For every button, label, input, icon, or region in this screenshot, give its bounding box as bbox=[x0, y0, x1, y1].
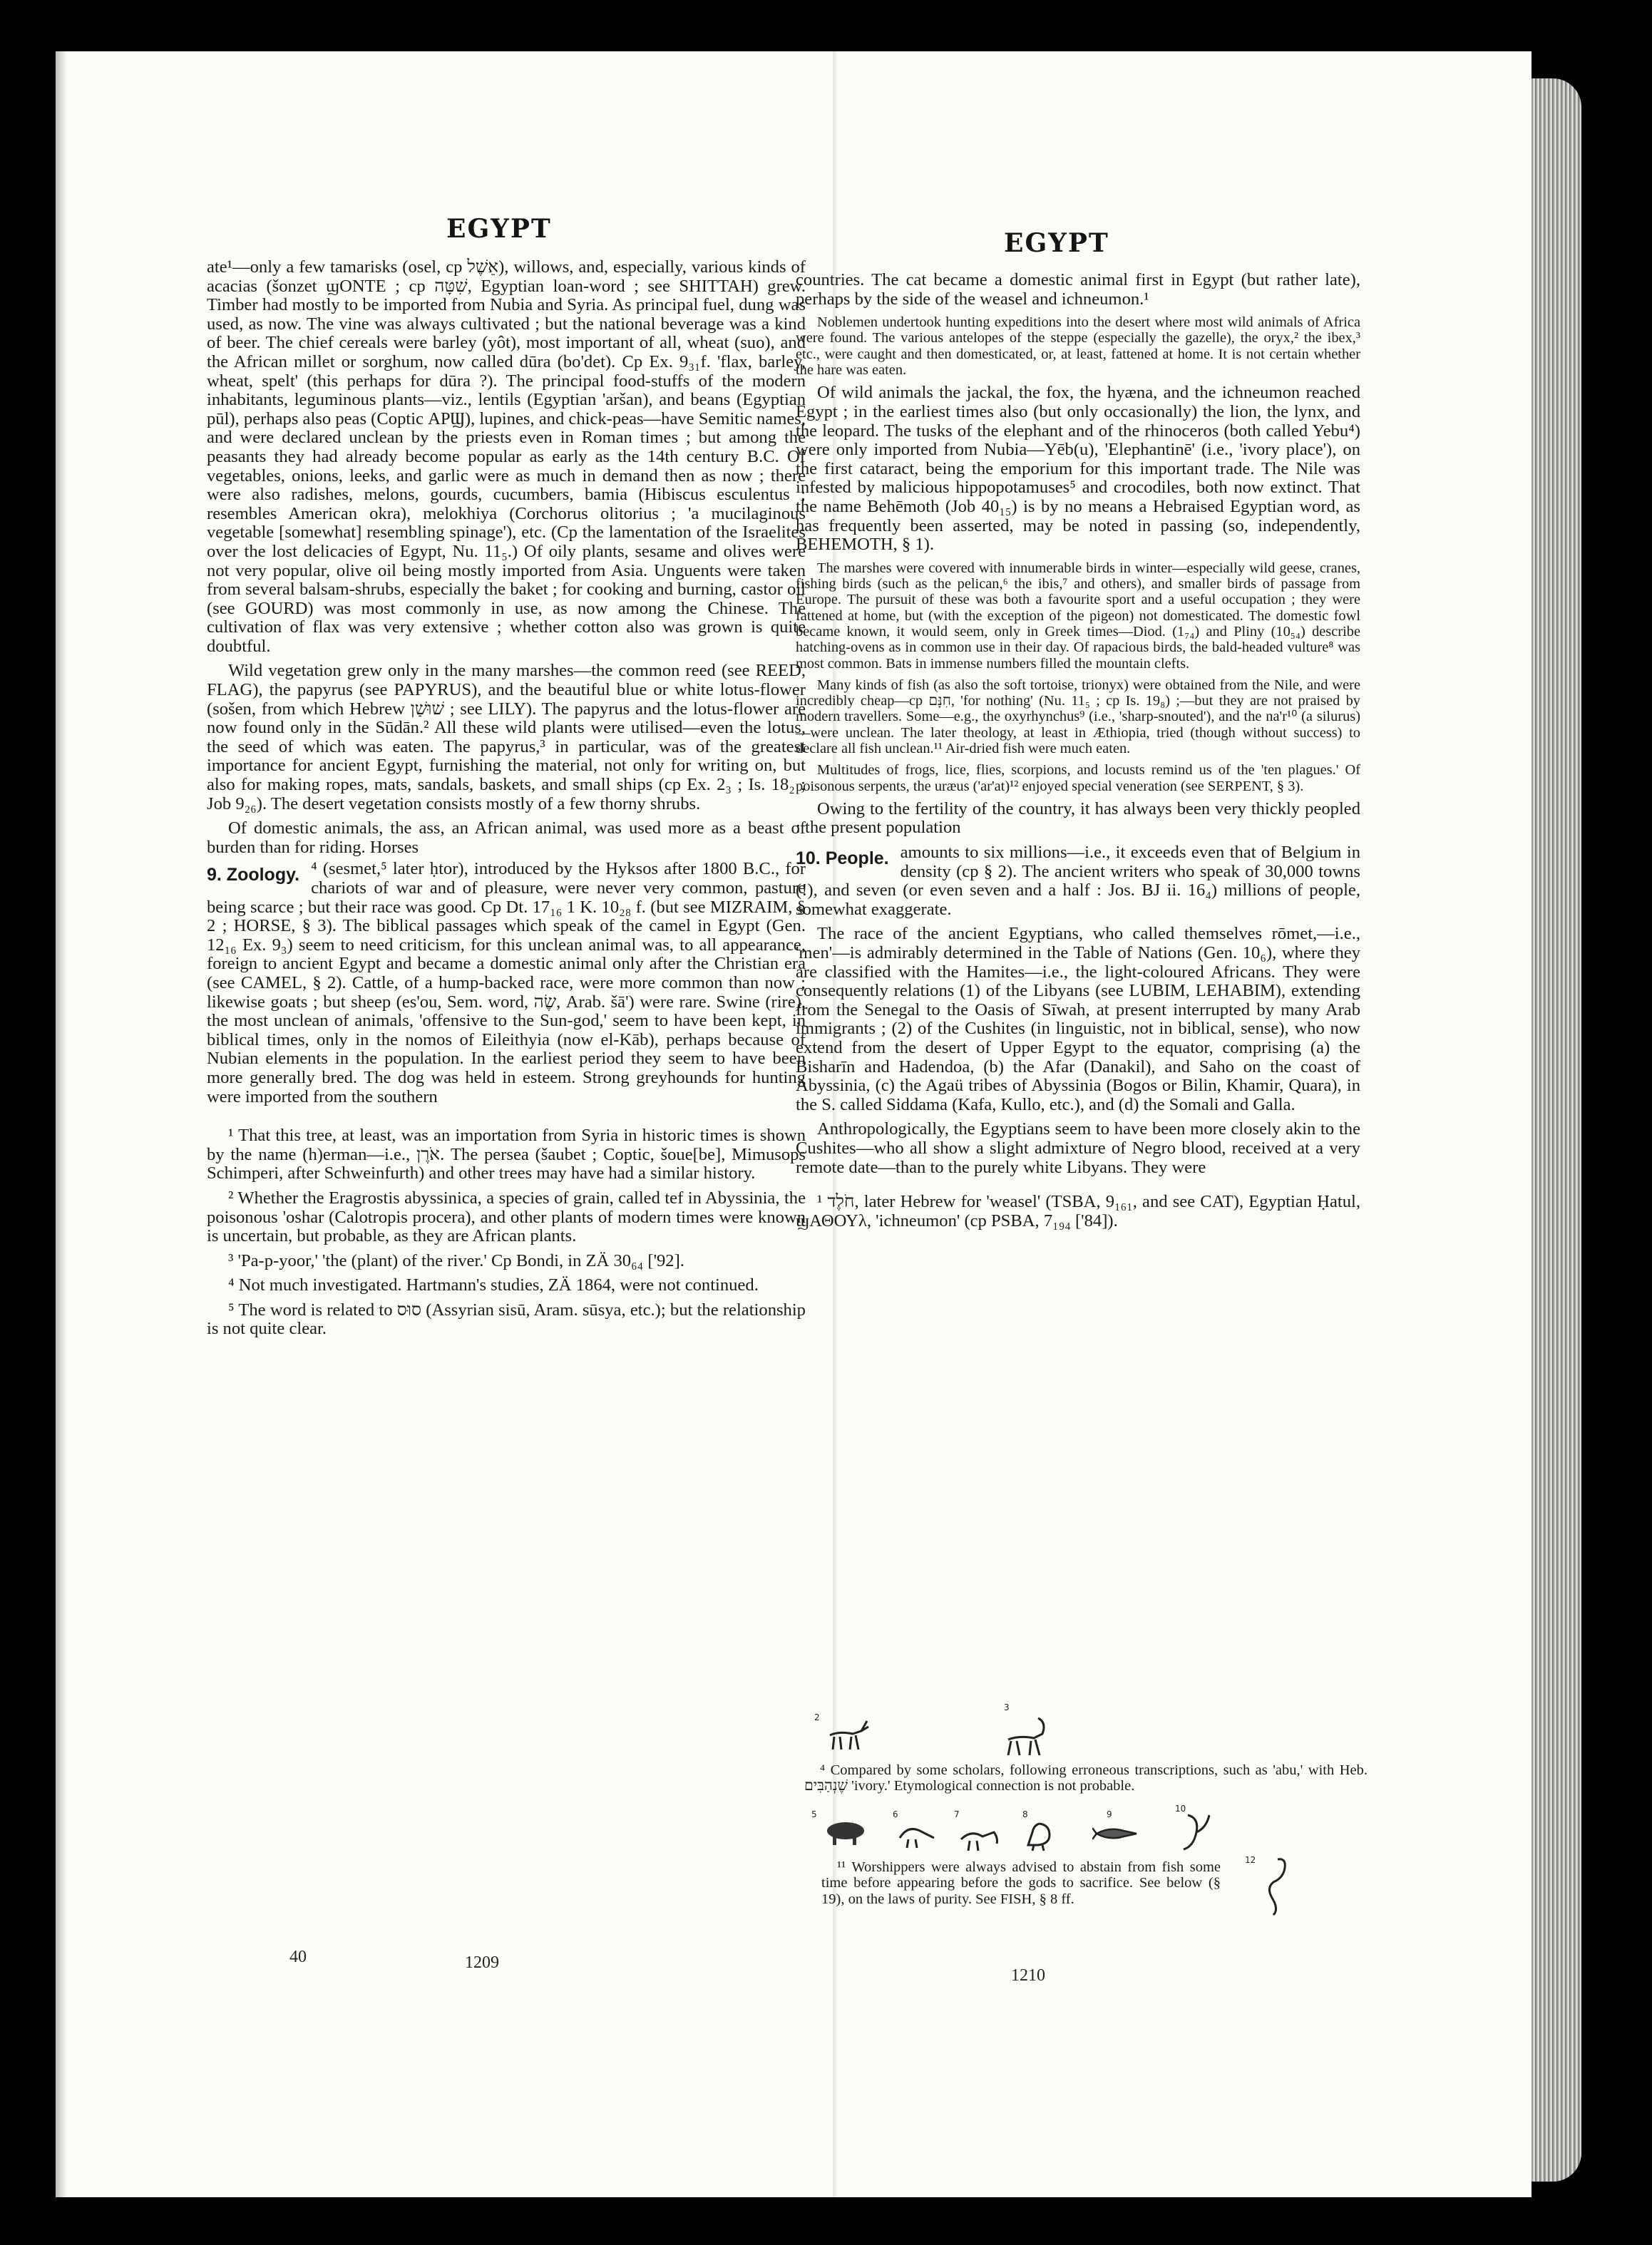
glyph-number-7: 7 bbox=[954, 1809, 960, 1819]
glyph-number-8: 8 bbox=[1022, 1809, 1028, 1819]
left-column bbox=[207, 258, 806, 1345]
ibex-hieroglyph-icon bbox=[1001, 1715, 1057, 1758]
signature-mark: 40 bbox=[289, 1948, 307, 1966]
right-footnote-1: ¹ חֹלֶד, later Hebrew for 'weasel' (TSBA, 9₁₆₁, and see CAT), Egyptian Ḥatul, ϣΑΘΟΥλ, 'ichneumon' (cp PSBA, 7₁₉₄ ['84]). bbox=[796, 1192, 1360, 1231]
plagues-paragraph: Multitudes of frogs, lice, flies, scorpions, and locusts remind us of the 'ten plagues.' Of poisonous serpents, the uræus ('ar'at)¹² enjoyed special veneration (see SERPENT, § 3). bbox=[796, 762, 1360, 794]
ibis-hieroglyph-icon bbox=[957, 1819, 1001, 1852]
pelican-hieroglyph-icon bbox=[894, 1817, 938, 1849]
zoology-paragraph bbox=[207, 860, 806, 1106]
right-footnote-4: ⁴ Compared by some scholars, following erroneous transcriptions, such as 'abu,' with Heb. שֶׁנְהַבִּים 'ivory.' Etymological connection is not probable. bbox=[804, 1762, 1368, 1794]
zoology-text: ⁴ (sesmet,⁵ later ḥtor), introduced by the Hyksos after 1800 B.C., for chariots of war and of pleasure, were never very common, pasture being scarce ; but their race was good. Cp Dt. 17₁₆ 1 K. 10₂₈ f. (but see MIZRAIM, § 2 ; HORSE, § 3). The biblical passages which speak of the camel in Egypt (Gen. 12₁₆ Ex. 9₃) seem to need criticism, for this unclean animal was, to all appearance, foreign to ancient Egypt and became a domestic animal only after the Christian era (see CAMEL, § 2). Cattle, of a hump-backed race, were more common than now ; likewise goats ; but sheep (es'ou, Sem. word, שֶׂה, Arab. šā') were rare. Swine (rire), the most unclean of animals, 'offensive to the Sun-god,' seem to have been kept, in biblical times, only in the nomos of Eileithyia (now el-Kāb), perhaps because of Nubian elements in the population. In the earliest period they seem to have been more generally bred. The dog was held in esteem. Strong greyhounds for hunting were imported from the southern bbox=[207, 859, 806, 1106]
left-footnote-2: ² Whether the Eragrostis abyssinica, a species of grain, called tef in Abyssinia, the poisonous 'oshar (Calotropis procera), and other plants of modern times were known is uncertain, but probable, as they are African plants. bbox=[207, 1188, 806, 1246]
book-spread bbox=[56, 51, 1532, 2197]
glyph-number-9: 9 bbox=[1107, 1809, 1112, 1819]
uraeus-serpent-hieroglyph-icon bbox=[1258, 1854, 1295, 1918]
birds-paragraph: The marshes were covered with innumerable birds in winter—especially wild geese, cranes, fishing birds (such as the pelican,⁶ the ibis,⁷ and others), and smaller birds of passage from Europe. The pursuit of these was both a favourite sport and a useful occupation ; they were fattened at home, but (with the exception of the pigeon) not domesticated. The domestic fowl became known, it would seem, only in Greek times—Diod. (1₇₄) and Pliny (10₅₄) describe hatching-ovens as in common use in their day. Of rapacious birds, the bald-headed vulture⁸ was most common. Bats in immense numbers filled the mountain clefts. bbox=[796, 560, 1360, 672]
left-footnote-5: ⁵ The word is related to סוּס (Assyrian sisū, Aram. sūsya, etc.); but the relationship is not quite clear. bbox=[207, 1300, 806, 1339]
people-text: amounts to six millions—i.e., it exceeds even that of Belgium in density (cp § 2). The ancient writers who speak of 30,000 towns (!), and seven (or even seven and a half : Jos. BJ ii. 16₄) millions of people, somewhat exaggerate. bbox=[796, 843, 1360, 919]
hieroglyph-figures bbox=[804, 1702, 1375, 1941]
oryx-hieroglyph-icon bbox=[824, 1717, 874, 1752]
vulture-hieroglyph-icon bbox=[1018, 1818, 1060, 1852]
oxyrhynchus-fish-hieroglyph-icon bbox=[1092, 1824, 1144, 1844]
left-paragraph-1: ate¹—only a few tamarisks (osel, cp אֵשֶׁל), willows, and, especially, various kinds of acacias (šonzet ϣONTE ; cp שִׁטָּה, Egyptian loan-word ; see SHITTAH) grew. Timber had mostly to be imported from Nubia and Syria. As principal fuel, dung was used, as now. The vine was always cultivated ; but the national beverage was a kind of beer. The chief cereals were barley (yôt), most important of all, wheat (suo), and the African millet or sorghum, now called dūra (bo'det). Cp Ex. 9₃₁f. 'flax, barley, wheat, spelt' (this perhaps for dūra ?). The principal food-stuffs of the modern inhabitants, leguminous plants—viz., lentils (Egyptian 'aršan), and beans (Egyptian pūl), perhaps also peas (Coptic ΑΡϢ), lupines, and chick-peas—have Semitic names, and were declared unclean by the priests even in Roman times ; but among the peasants they had already become popular as early as the 14th century B.C. Of vegetables, onions, leeks, and garlic were as much in demand then as now ; there were also radishes, melons, gourds, cucumbers, bamia (Hibiscus esculentus ; resembles American okra), melokhiya (Corchorus olitorius ; 'a mucilaginous vegetable [somewhat] resembling spinage'), etc. (Cp the lamentation of the Israelites over the lost delicacies of Egypt, Nu. 11₅.) Of oily plants, sesame and olives were not very popular, olive oil being mostly imported from Asia. Unguents were taken from several balsam-shrubs, especially the baket ; for cooking and burning, castor oil (see GOURD) was most commonly in use, as now among the Chinese. The cultivation of flax was very extensive ; whether cotton also was grown is quite doubtful. bbox=[207, 257, 806, 656]
left-page-number: 1209 bbox=[465, 1953, 499, 1972]
race-paragraph: The race of the ancient Egyptians, who called themselves rōmet,—i.e., 'men'—is admirably determined in the Table of Nations (Gen. 10₆), where they are classified with the Hamites—i.e., the light-coloured Africans. They were consequently relations (1) of the Libyans (see LUBIM, LEHABIM), extending from the Senegal to the Oasis of Sīwah, at present interrupted by many Arab immigrants ; (2) of the Cushites (in linguistic, not in biblical, sense), who now extend from the desert of Upper Egypt to the equator, comprising (a) the Bisharīn and Hadendoa, (b) the Afar (Danakil), and Saho on the coast of Abyssinia, (c) the Agaü tribes of Abyssinia (Bogos or Bilin, Khamir, Quara), in the S. called Siddama (Kafa, Kullo, etc.), and (d) the Somali and Galla. bbox=[796, 924, 1360, 1114]
right-column bbox=[796, 271, 1360, 1236]
people-section-head: 10. People. bbox=[796, 848, 889, 869]
glyph-number-3: 3 bbox=[1004, 1702, 1010, 1712]
left-paragraph-2: Wild vegetation grew only in the many marshes—the common reed (see REED, FLAG), the papyrus (see PAPYRUS), and the beautiful blue or white lotus-flower (sošen, from which Hebrew שׁוּשַׁן ; see LILY). The papyrus and the lotus-flower are now found only in the Sūdān.² All these wild plants were utilised—even the lotus, the seed of which was eaten. The papyrus,³ in particular, was of the greatest importance for ancient Egypt, furnishing the material, not only for writing on, but also for making ropes, mats, sandals, baskets, and small ships (cp Ex. 2₃ ; Is. 18₂ ; Job 9₂₆). The desert vegetation consists mostly of a few thorny shrubs. bbox=[207, 661, 806, 813]
glyph-number-10: 10 bbox=[1175, 1804, 1186, 1814]
left-footnote-4: ⁴ Not much investigated. Hartmann's studies, ZÄ 1864, were not continued. bbox=[228, 1275, 759, 1295]
fertility-paragraph: Owing to the fertility of the country, it has always been very thickly peopled : the present population bbox=[796, 798, 1360, 838]
fish-paragraph: Many kinds of fish (as also the soft tortoise, trionyx) were obtained from the Nile, and were incredibly cheap—cp חִנָּם, 'for nothing' (Nu. 11₅ ; cp Is. 19₈) ;—but they are not praised by modern travellers. Some—e.g., the oxyrhynchus⁹ (i.e., 'sharp-snouted'), and the na'r¹⁰ (a silurus)—were unclean. The later theology, at least in Æthiopia, tried (though without success) to declare all fish unclean.¹¹ Air-dried fish were much eaten. bbox=[796, 677, 1360, 756]
right-paragraph-1: countries. The cat became a domestic animal first in Egypt (but rather late), perhaps by the side of the weasel and ichneumon.¹ bbox=[796, 270, 1360, 309]
hippopotamus-hieroglyph-icon bbox=[821, 1818, 871, 1846]
left-running-head: EGYPT bbox=[446, 214, 552, 244]
anthropology-paragraph: Anthropologically, the Egyptians seem to have been more closely akin to the Cushites—who all show a slight admixture of Negro blood, received at a very remote date—than to the purely white Libyans. They were bbox=[796, 1119, 1360, 1177]
right-footnote-11: ¹¹ Worshippers were always advised to abstain from fish some time before appearing before the gods to sacrifice. See below (§ 19), on the laws of purity. See FISH, § 8 ff. bbox=[821, 1859, 1221, 1907]
glyph-number-5: 5 bbox=[811, 1809, 817, 1819]
right-page-number: 1210 bbox=[1011, 1966, 1045, 1985]
wild-animals-paragraph: Of wild animals the jackal, the fox, the hyæna, and the ichneumon reached Egypt ; in the earliest times also (but only occasionally) the lion, the lynx, and the leopard. The tusks of the elephant and of the rhinoceros (both called Yebu⁴) were only imported from Nubia—Yēb(u), 'Elephantinē' (i.e., 'ivory place'), on the first cataract, being the emporium for this important trade. The Nile was infested by malicious hippopotamuses⁵ and crocodiles, both now extinct. That the name Behēmoth (Job 40₁₅) is by no means a Hebraised Egyptian word, as has frequently been asserted, may be noted in passing (so, independently, BEHEMOTH, § 1). bbox=[796, 383, 1360, 555]
glyph-number-6: 6 bbox=[893, 1809, 898, 1819]
page-stack-edge bbox=[1532, 78, 1581, 2182]
silurus-fish-hieroglyph-icon bbox=[1175, 1811, 1218, 1854]
right-running-head: EGYPT bbox=[1004, 228, 1109, 258]
people-paragraph bbox=[796, 843, 1360, 919]
left-paragraph-3: Of domestic animals, the ass, an African animal, was used more as a beast of burden than for riding. Horses bbox=[207, 818, 806, 857]
left-footnote-3: ³ 'Pa-p-yoor,' 'the (plant) of the river.' Cp Bondi, in ZÄ 30₆₄ ['92]. bbox=[228, 1250, 684, 1270]
glyph-number-12: 12 bbox=[1245, 1855, 1256, 1865]
page-edge-shadow bbox=[56, 51, 67, 2197]
left-footnote-1: ¹ That this tree, at least, was an importation from Syria in historic times is shown by the name (h)erman—i.e., אֹרֶן. The persea (šaubet ; Coptic, šoue[be], Mimusops Schimperi, after Schweinfurth) and other trees may have had a similar history. bbox=[207, 1126, 806, 1183]
glyph-number-2: 2 bbox=[814, 1712, 820, 1722]
zoology-section-head: 9. Zoology. bbox=[207, 865, 300, 885]
hunting-paragraph: Noblemen undertook hunting expeditions into the desert where most wild animals of Africa were found. The various antelopes of the steppe (especially the gazelle), the oryx,² the ibex,³ etc., were caught and then domesticated, or, at least, fattened at home. It is not certain whether the hare was eaten. bbox=[796, 314, 1360, 379]
